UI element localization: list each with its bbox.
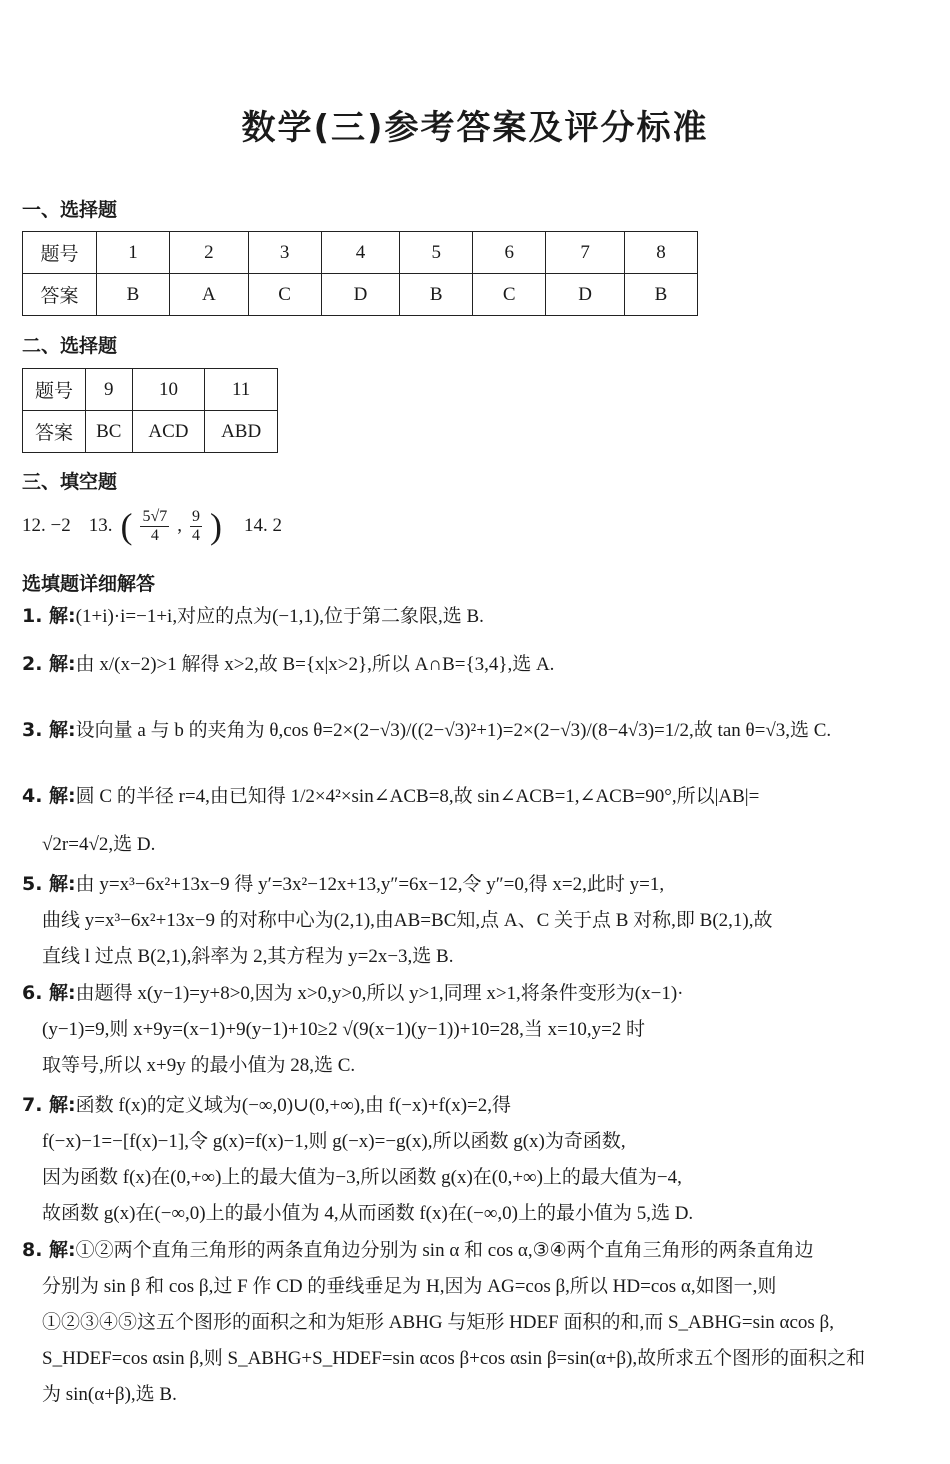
row-label: 题号 — [23, 369, 86, 411]
solution-text: 由 x/(x−2)>1 解得 x>2,故 B={x|x>2},所以 A∩B={3,4},选 A. — [75, 654, 555, 675]
table-row-numbers — [23, 369, 278, 411]
table-cell: B — [624, 274, 697, 316]
table-cell: 10 — [132, 369, 205, 411]
answer-table-2 — [22, 368, 278, 453]
table-cell: 2 — [170, 232, 249, 274]
solution-3 — [22, 712, 932, 749]
solution-5 — [22, 866, 932, 975]
table-row-answers — [23, 411, 278, 453]
solution-text: 故函数 g(x)在(−∞,0)上的最小值为 4,从而函数 f(x)在(−∞,0)上的最小值为 5,选 D. — [42, 1203, 694, 1224]
solution-text: f(−x)−1=−[f(x)−1],令 g(x)=f(x)−1,则 g(−x)=−g(x),所以函数 g(x)为奇函数, — [42, 1131, 626, 1152]
solution-8 — [22, 1232, 932, 1405]
solution-text: 函数 f(x)的定义域为(−∞,0)∪(0,+∞),由 f(−x)+f(x)=2,得 — [75, 1095, 511, 1116]
fraction — [140, 508, 169, 544]
solution-text: 分别为 sin β 和 cos β,过 F 作 CD 的垂线垂足为 H,因为 AG=cos β,所以 HD=cos α,如图一,则 — [42, 1276, 777, 1297]
solution-text: ①②两个直角三角形的两条直角边分别为 sin α 和 cos α,③④两个直角三角形的两条直角边 — [75, 1240, 814, 1261]
section-heading-mc2: 二、选择题 — [22, 335, 118, 357]
solution-text: 为 sin(α+β),选 B. — [42, 1384, 177, 1405]
solution-text: S_HDEF=cos αsin β,则 S_ABHG+S_HDEF=sin αcos β+cos αsin β=sin(α+β),故所求五个图形的面积之和 — [42, 1348, 866, 1369]
answer-q12: 12. −2 — [22, 515, 71, 537]
fraction-denominator: 4 — [150, 526, 159, 544]
table-cell: ABD — [205, 411, 278, 453]
table-row-numbers — [23, 232, 698, 274]
table-cell: B — [400, 274, 473, 316]
solution-text: √2r=4√2,选 D. — [42, 834, 156, 855]
table-cell: 5 — [400, 232, 473, 274]
solution-text: 取等号,所以 x+9y 的最小值为 28,选 C. — [42, 1055, 356, 1076]
solution-label: 5. 解: — [22, 873, 76, 895]
solution-label: 1. 解: — [22, 605, 76, 627]
answer-table-1 — [22, 231, 698, 316]
solution-label: 3. 解: — [22, 719, 76, 741]
table-cell: 11 — [205, 369, 278, 411]
solution-text: 因为函数 f(x)在(0,+∞)上的最大值为−3,所以函数 g(x)在(0,+∞)上的最大值为−4, — [42, 1167, 682, 1188]
solution-text: 由题得 x(y−1)=y+8>0,因为 x>0,y>0,所以 y>1,同理 x>1,将条件变形为(x−1)· — [75, 983, 684, 1004]
solution-text: (y−1)=9,则 x+9y=(x−1)+9(y−1)+10≥2 √(9(x−1)(y−1))+10=28,当 x=10,y=2 时 — [42, 1019, 646, 1040]
fraction-numerator: 9 — [192, 508, 200, 525]
solution-1 — [22, 598, 932, 635]
fraction — [190, 508, 202, 544]
section-heading-mc1: 一、选择题 — [22, 199, 118, 221]
solution-label: 8. 解: — [22, 1239, 76, 1261]
table-row-answers — [23, 274, 698, 316]
solution-text: 设向量 a 与 b 的夹角为 θ,cos θ=2×(2−√3)/((2−√3)²+1)=2×(2−√3)/(8−4√3)=1/2,故 tan θ=√3,选 C. — [75, 720, 832, 741]
table-cell: 6 — [473, 232, 546, 274]
section-heading-detail: 选填题详细解答 — [22, 573, 156, 595]
table-cell: D — [321, 274, 400, 316]
table-cell: C — [473, 274, 546, 316]
table-cell: A — [170, 274, 249, 316]
answer-q14: 14. 2 — [244, 515, 282, 537]
solution-text: ①②③④⑤这五个图形的面积之和为矩形 ABHG 与矩形 HDEF 面积的和,而 S_ABHG=sin αcos β, — [42, 1312, 834, 1333]
solution-text: 圆 C 的半径 r=4,由已知得 1/2×4²×sin∠ACB=8,故 sin∠ACB=1,∠ACB=90°,所以|AB|= — [75, 786, 760, 807]
table-cell: 7 — [546, 232, 625, 274]
solution-label: 6. 解: — [22, 982, 76, 1004]
row-label: 题号 — [23, 232, 97, 274]
table-cell: BC — [86, 411, 133, 453]
row-label: 答案 — [23, 411, 86, 453]
solution-7 — [22, 1087, 932, 1232]
fill-answers — [22, 506, 282, 547]
solution-label: 7. 解: — [22, 1094, 76, 1116]
right-paren-icon: ) — [210, 506, 222, 547]
row-label: 答案 — [23, 274, 97, 316]
fraction-numerator: 5√7 — [142, 508, 168, 525]
comma-icon: , — [177, 515, 182, 537]
table-cell: 4 — [321, 232, 400, 274]
table-cell: 9 — [86, 369, 133, 411]
table-cell: ACD — [132, 411, 205, 453]
solution-label: 2. 解: — [22, 653, 76, 675]
answer-q13-label: 13. — [88, 515, 113, 537]
table-cell: 3 — [248, 232, 321, 274]
left-paren-icon: ( — [120, 506, 133, 547]
table-cell: 1 — [97, 232, 170, 274]
table-cell: D — [546, 274, 625, 316]
solution-text: (1+i)·i=−1+i,对应的点为(−1,1),位于第二象限,选 B. — [75, 606, 484, 627]
section-heading-fill: 三、填空题 — [22, 471, 118, 493]
table-cell: C — [248, 274, 321, 316]
page-title: 数学(三)参考答案及评分标准 — [241, 108, 709, 148]
solution-text: 直线 l 过点 B(2,1),斜率为 2,其方程为 y=2x−3,选 B. — [42, 946, 454, 967]
solution-2 — [22, 646, 932, 683]
solution-6 — [22, 975, 932, 1084]
solution-text: 由 y=x³−6x²+13x−9 得 y′=3x²−12x+13,y″=6x−12,令 y″=0,得 x=2,此时 y=1, — [75, 874, 665, 895]
solution-label: 4. 解: — [22, 785, 76, 807]
table-cell: 8 — [624, 232, 697, 274]
solution-4 — [22, 778, 932, 863]
solution-text: 曲线 y=x³−6x²+13x−9 的对称中心为(2,1),由AB=BC知,点 A、C 关于点 B 对称,即 B(2,1),故 — [42, 910, 773, 931]
fraction-denominator: 4 — [192, 526, 200, 544]
table-cell: B — [97, 274, 170, 316]
